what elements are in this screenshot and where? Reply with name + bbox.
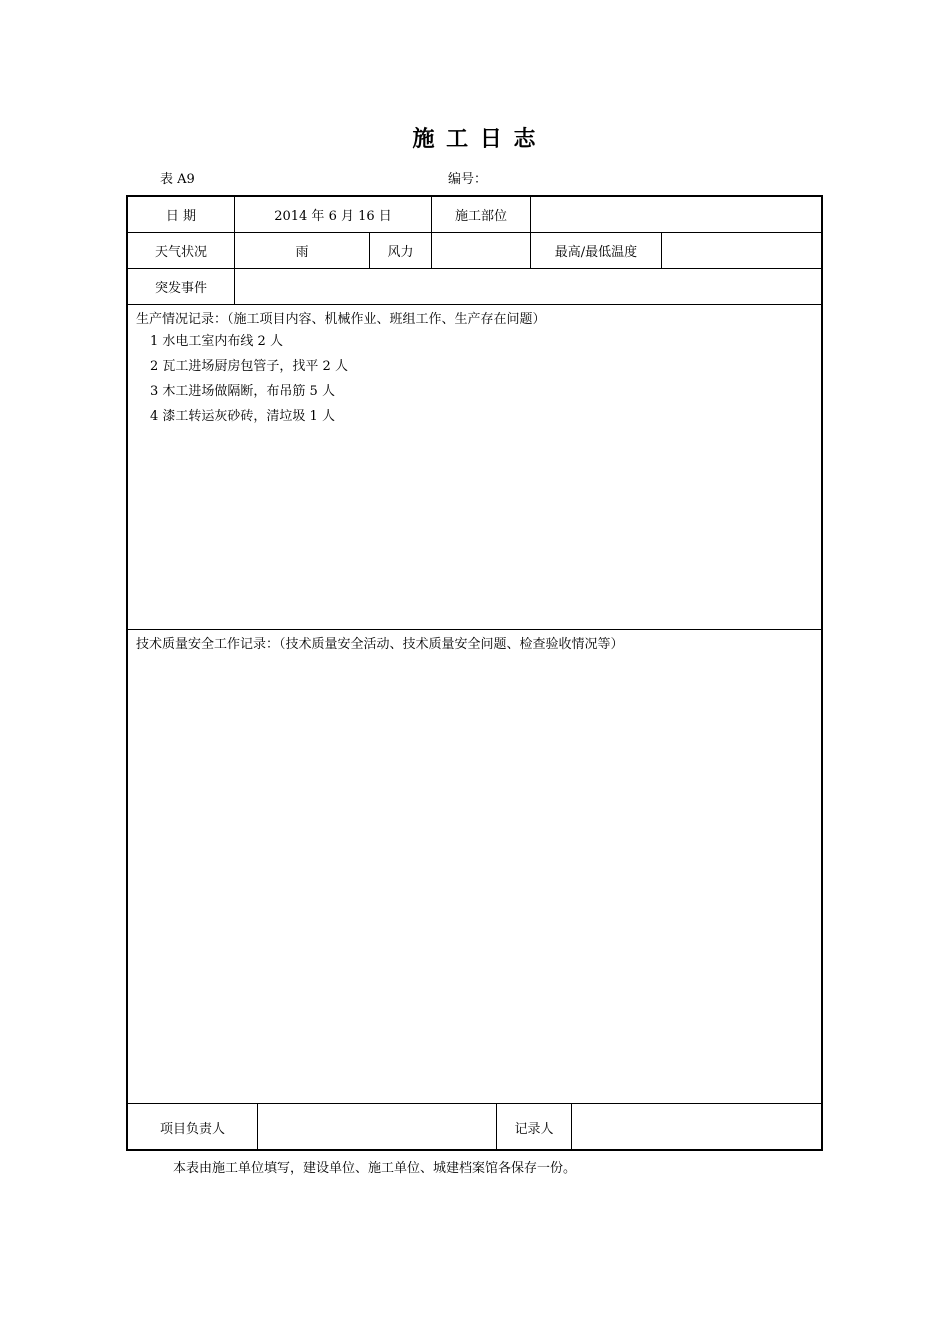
temperature-label: 最高/最低温度	[554, 245, 638, 260]
location-label: 施工部位	[454, 209, 507, 224]
date-label: 日 期	[165, 209, 197, 224]
production-list	[150, 329, 348, 429]
recorder-label: 记录人	[514, 1122, 554, 1137]
list-item: 4 漆工转运灰砂砖，清垃圾 1 人	[150, 409, 335, 424]
date-value[interactable]: 2014 年 6 月 16 日	[274, 209, 392, 224]
list-item: 1 水电工室内布线 2 人	[150, 334, 283, 349]
row-divider	[128, 629, 821, 630]
location-value[interactable]	[531, 197, 821, 232]
wind-value[interactable]	[432, 233, 530, 268]
quality-heading: 技术质量安全工作记录：（技术质量安全活动、技术质量安全问题、检查验收情况等）	[136, 637, 624, 652]
list-item: 3 木工进场做隔断，布吊筋 5 人	[150, 384, 335, 399]
list-item: 2 瓦工进场厨房包管子，找平 2 人	[150, 359, 348, 374]
wind-label: 风力	[387, 245, 414, 260]
weather-label: 天气状况	[154, 245, 207, 260]
event-value[interactable]	[235, 269, 821, 304]
form-number: 表 A9	[160, 172, 195, 187]
page-title: 施 工 日 志	[412, 127, 538, 152]
temperature-value[interactable]	[662, 233, 821, 268]
event-label: 突发事件	[154, 281, 207, 296]
project-manager-label: 项目负责人	[159, 1122, 225, 1137]
recorder-value[interactable]	[572, 1104, 821, 1151]
footer-note: 本表由施工单位填写，建设单位、施工单位、城建档案馆各保存一份。	[173, 1161, 577, 1176]
row-divider	[128, 304, 821, 305]
production-heading: 生产情况记录：（施工项目内容、机械作业、班组工作、生产存在问题）	[136, 312, 546, 327]
construction-log-table	[126, 195, 823, 1151]
project-manager-value[interactable]	[258, 1104, 496, 1151]
weather-value[interactable]: 雨	[295, 245, 309, 260]
serial-number-label: 编号：	[448, 172, 488, 187]
